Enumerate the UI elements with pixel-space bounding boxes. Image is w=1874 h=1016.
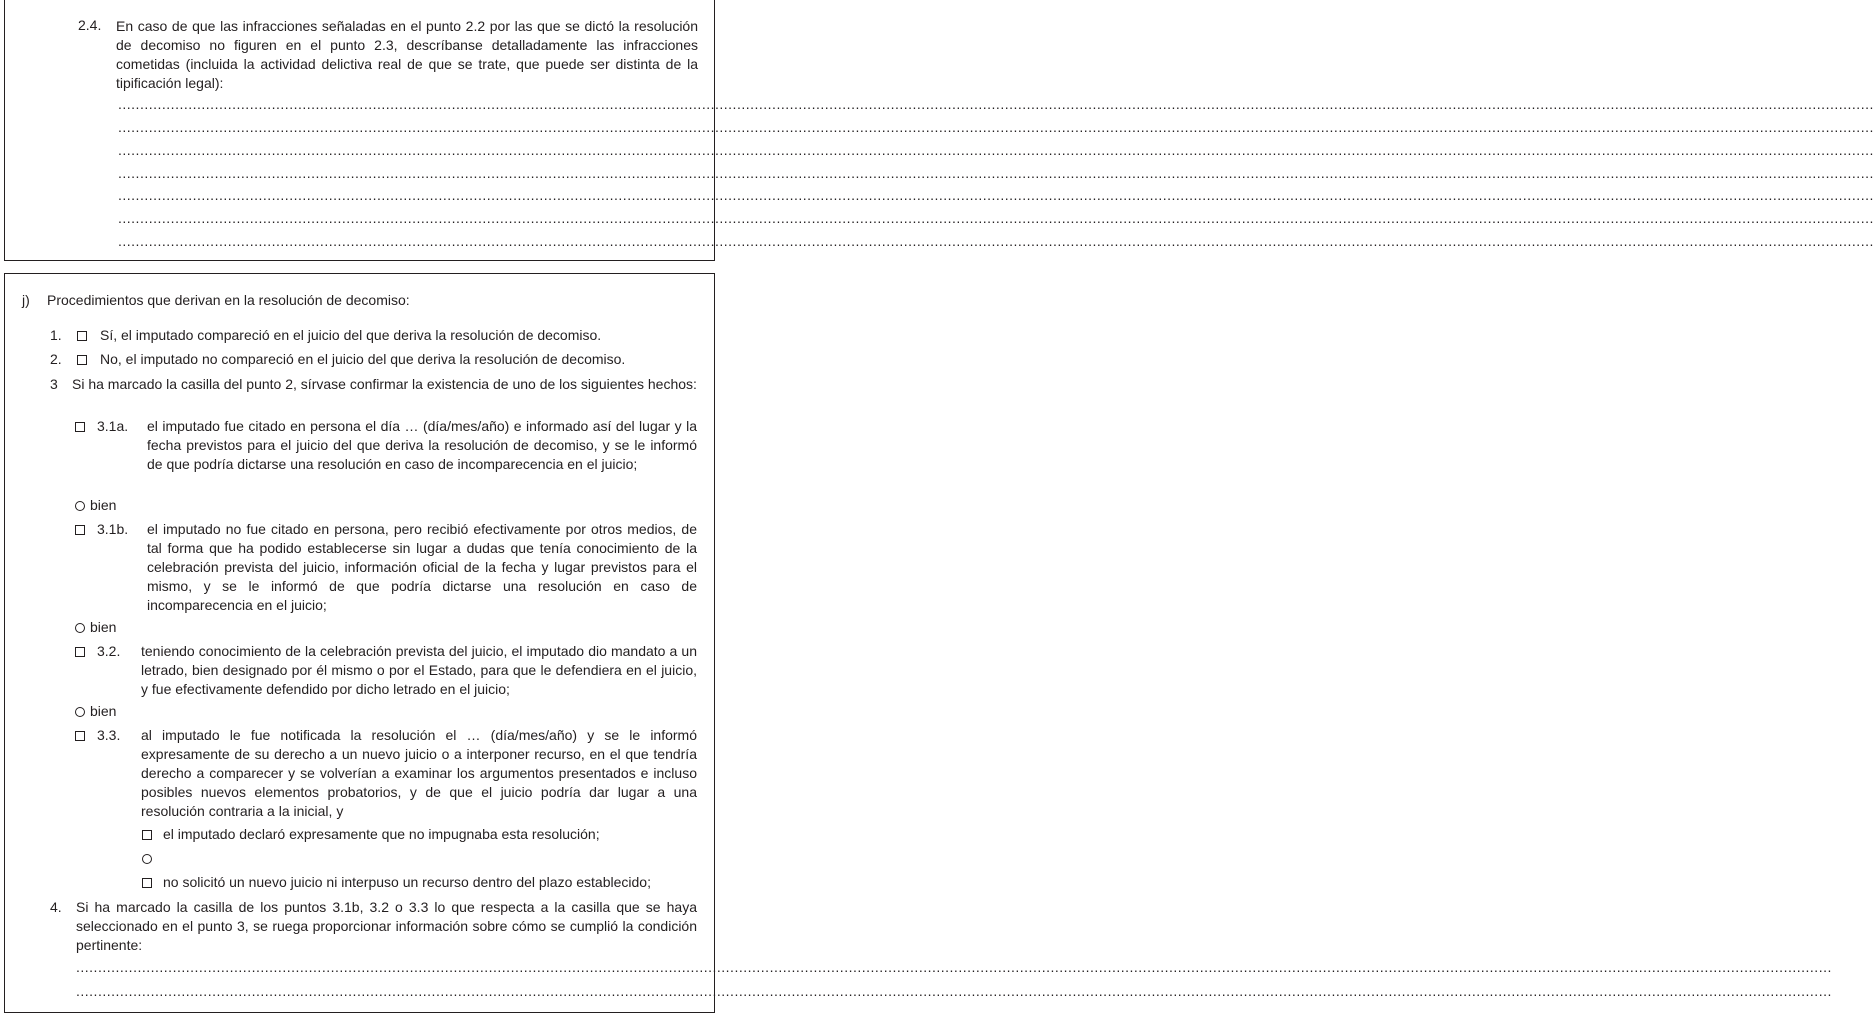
dotted-line: ................................................................................................................................................................................................................................................................................................................................................................................................................ (118, 187, 1874, 203)
sub-number: 3.2. (97, 643, 121, 659)
item-4-text: Si ha marcado la casilla de los puntos 3.1b, 3.2 o 3.3 lo que respecta a la casilla que se haya seleccionado en el punto 3, se ruega proporcionar información sobre cómo se cumplió la condición pertinente: (76, 899, 697, 953)
dotted-line: ................................................................................................................................................................................................................................................................................................................................................................................................................ (118, 142, 1874, 158)
dotted-line: ................................................................................................................................................................................................................................................................................................................................................................................................................ (118, 119, 1874, 135)
section-j-box (4, 273, 1832, 1013)
bien-label: bien (90, 619, 117, 635)
checkbox-icon[interactable] (77, 331, 87, 341)
dotted-line: ................................................................................................................................................................................................................................................................................................................................................................................................................ (118, 210, 1874, 226)
sub-number: 3.1b. (97, 521, 129, 537)
bien-label: bien (90, 497, 117, 513)
checkbox-icon[interactable] (77, 355, 87, 365)
checkbox-icon[interactable] (75, 647, 85, 657)
dotted-line: ................................................................................................................................................................................................................................................................................................................................................................................................................ (76, 983, 1832, 999)
dotted-line: ................................................................................................................................................................................................................................................................................................................................................................................................................ (76, 959, 1832, 975)
item-2-text: No, el imputado no compareció en el juicio del que deriva la resolución de decomiso. (100, 351, 626, 367)
section-number: 2.4. (78, 17, 102, 33)
sub-number: 3.3. (97, 727, 121, 743)
section-heading: Procedimientos que derivan en la resolución de decomiso: (47, 292, 410, 308)
checkbox-icon[interactable] (75, 731, 85, 741)
item-number: 4. (50, 899, 62, 915)
option-b-text: no solicitó un nuevo juicio ni interpuso un recurso dentro del plazo establecido; (163, 874, 651, 890)
sub-3-1b-text: el imputado no fue citado en persona, pero recibió efectivamente por otros medios, de tal forma que ha podido establecerse sin lugar a dudas que tenía conocimiento de la celebración prevista del juicio, información oficial de la fecha y lugar previstos para el mismo, y se le informó de que podría dictarse una resolución en caso de incomparecencia en el juicio; (147, 521, 697, 613)
dotted-line: ................................................................................................................................................................................................................................................................................................................................................................................................................ (118, 96, 1874, 112)
section-letter: j) (22, 292, 30, 308)
item-1-text: Sí, el imputado compareció en el juicio del que deriva la resolución de decomiso. (100, 327, 602, 343)
dotted-line: ................................................................................................................................................................................................................................................................................................................................................................................................................ (118, 233, 1874, 249)
checkbox-icon[interactable] (75, 525, 85, 535)
sub-3-1a-text: el imputado fue citado en persona el día … (día/mes/año) e informado así del lugar y la fecha previstos para el juicio del que deriva la resolución de decomiso, y se le informó de que podría dictarse una resolución en caso de incomparecencia en el juicio; (147, 418, 697, 472)
dotted-line: ................................................................................................................................................................................................................................................................................................................................................................................................................ (118, 165, 1874, 181)
sub-3-2-text: teniendo conocimiento de la celebración prevista del juicio, el imputado dio mandato a un letrado, bien designado por él mismo o por el Estado, para que le defendiera en el juicio, y fue efectivamente defendido por dicho letrado en el juicio; (141, 643, 697, 697)
item-number: 2. (50, 351, 62, 367)
checkbox-icon[interactable] (142, 830, 152, 840)
checkbox-icon[interactable] (142, 878, 152, 888)
item-number: 1. (50, 327, 62, 343)
section-2-4-text: En caso de que las infracciones señaladas en el punto 2.2 por las que se dictó la resolución de decomiso no figuren en el punto 2.3, descríbanse detalladamente las infracciones cometidas (incluida la actividad delictiva real de que se trate, que puede ser distinta de la tipificación legal): (116, 18, 698, 91)
option-a-text: el imputado declaró expresamente que no impugnaba esta resolución; (163, 826, 600, 842)
section-2-4-box (4, 0, 1874, 261)
checkbox-icon[interactable] (75, 422, 85, 432)
sub-number: 3.1a. (97, 418, 129, 434)
bien-label: bien (90, 703, 117, 719)
item-3-text: Si ha marcado la casilla del punto 2, sírvase confirmar la existencia de uno de los siguientes hechos: (72, 376, 697, 392)
item-number: 3 (50, 376, 58, 392)
radio-icon[interactable] (142, 854, 152, 864)
radio-icon[interactable] (75, 501, 85, 511)
radio-icon[interactable] (75, 623, 85, 633)
radio-icon[interactable] (75, 707, 85, 717)
sub-3-3-text: al imputado le fue notificada la resolución el … (día/mes/año) y se le informó expresamente de su derecho a un nuevo juicio o a interponer recurso, en el que tendría derecho a comparecer y se volverían a examinar los argumentos presentados e incluso posibles nuevos elementos probatorios, y de que el juicio podría dar lugar a una resolución contraria a la inicial, y (141, 727, 697, 819)
